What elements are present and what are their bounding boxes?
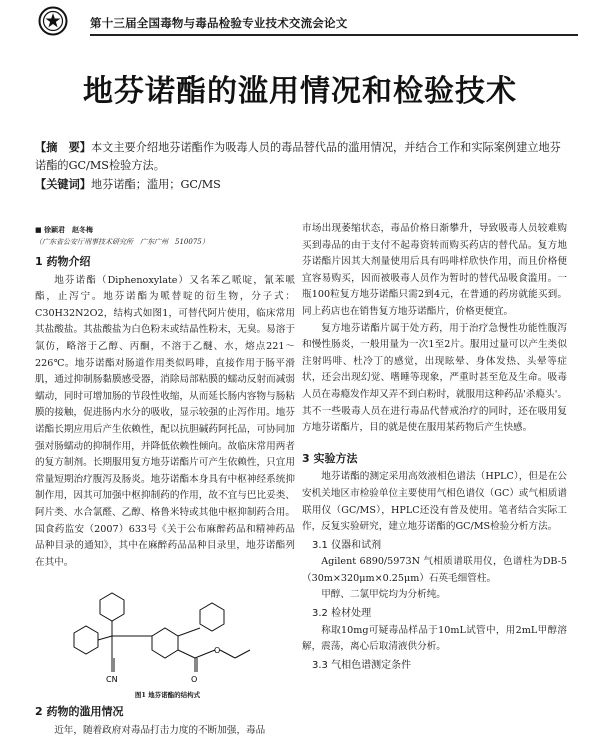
piperidine-ring <box>152 628 178 658</box>
header-title: 第十三届全国毒物与毒品检验专业技术交流会论文 <box>90 16 348 30</box>
left-column <box>35 240 295 571</box>
abstract-text: 本文主要介绍地芬诺酯作为吸毒人员的毒品替代品的滥用情况，并结合工作和实际案例建立地芬诺酯的GC/MS检验方法。 <box>35 141 561 172</box>
page-header <box>38 6 578 36</box>
section-3-heading: 3 实验方法 <box>302 451 358 465</box>
section-2-heading: 2 药物的滥用情况 <box>35 705 124 718</box>
abstract <box>35 138 565 194</box>
right-paragraph-1: 市场出现萎缩状态，毒品价格日渐攀升，导致吸毒人员较难购买到毒品的由于支付不起毒资转而购买药店的替代品。复方地芬诺酯片因其大剂量使用后具有吗啡样欣快作用，而且价格便宜容易购买，因而被吸毒人员作为暂时的替代品吸食滥用。一瓶100粒复方地芬诺酯只需2到4元，在普通的药房就能买到。同上药店也在销售复方地芬诺酯片，价格更便宜。 <box>302 223 567 317</box>
police-emblem-icon <box>38 6 68 36</box>
section-3-text: 地芬诺酯的测定采用高效液相色谱法（HPLC），但是在公安机关地区市检验单位主要使用气相色谱仪（GC）或气相质谱联用仪（GC/MS），HPLC还没有普及使用。笔者结合实际工作，反复实验研究，建立地芬诺酯的GC/MS检验分析方法。 <box>302 471 567 533</box>
section-3-2-text: 称取10mg可疑毒品样品于10mL试管中，用2mL甲醇溶解，震荡，离心后取清液供分析。 <box>302 624 567 653</box>
figure-caption: 图1 地芬诺酯的结构式 <box>134 691 201 699</box>
abstract-label: 【摘 要】 <box>35 140 91 154</box>
section-3-2-heading: 3.2 检材处理 <box>312 608 372 620</box>
keywords-text: 地芬诺酯；滥用；GC/MS <box>90 178 221 191</box>
section-2-text: 近年，随着政府对毒品打击力度的不断加强，毒品 <box>54 724 266 736</box>
cn-label: CN <box>106 675 118 684</box>
right-column <box>302 221 567 674</box>
ester-o-label: O <box>214 646 221 655</box>
keywords-label: 【关键词】 <box>35 177 91 191</box>
phenyl-ring-3 <box>200 603 224 631</box>
section-1-heading: 1 药物介绍 <box>35 255 91 268</box>
section-1-paragraph: 地芬诺酯（Diphenoxylate）又名苯乙哌啶，氰苯哌酯，止泻宁。地芬诺酯为哌替啶的衍生物，分子式：C30H32N2O2，结构式如图1，可替代阿片使用，临床常用其盐酸盐。其盐酸盐为白色粉末或结晶性粉末，无臭。易溶于氯仿，略溶于乙醇、丙酮，不溶于乙醚、水，熔点221～226℃。地芬诺酯对肠道作用类似吗啡，直接作用于肠平滑肌，通过抑制肠黏膜感受器，消除局部粘膜的蠕动反射而减弱蠕动，同时可增加肠的节段性收缩，从而延长肠内容物与肠粘膜的接触，促进肠内水分的吸收，显示较强的止泻作用。地芬诺酯长期应用后产生依赖性，配以抗胆碱药阿托品，可协同加强对肠蠕动的抑制作用，并降低依赖性倾向。故临床常用两者的复方制剂。长期服用复方地芬诺酯片可产生依赖性，只宜用常量短期治疗腹泻及肠炎。地芬诺酯本身具有中枢神经系统抑制作用，因其可加强中枢抑制药的作用，故不宜与巴比妥类、阿片类、水合氯醛、乙醇、格鲁米特或其他中枢抑制药合用。国食药监安（2007）633号《关于公布麻醉药品和精神药品品种目录的通知》，其中在麻醉药品品种目录里，地芬诺酯列在其中。 <box>35 274 295 568</box>
structure-figure <box>60 588 275 698</box>
right-paragraph-2: 复方地芬诺酯片属于处方药，用于治疗急慢性功能性腹泻和慢性肠炎，一般用量为一次1至2片。服用过量可以产生类似注射吗啡、杜冷丁的感觉，出现眩晕、身体发热、头晕等症状，还会出现幻觉、嗜睡等现象，严重时甚至危及生命。吸毒人员在毒瘾发作却又弄不到白粉时，就服用这种药品'杀瘾头'。其不一些吸毒人员在进行毒品代替戒治疗的同时，还在吸用复方地芬诺酯片，目的就是使在服用某药物后产生快感。 <box>302 322 567 434</box>
paper-title: 地芬诺酯的滥用情况和检验技术 <box>83 74 517 109</box>
section-3-1-text-2: 甲醇、二氯甲烷均为分析纯。 <box>321 589 446 601</box>
section-3-1-heading: 3.1 仪器和试剂 <box>312 539 382 551</box>
diphenoxylate-structure <box>60 588 275 688</box>
header-divider <box>90 34 578 36</box>
section-3-3-heading: 3.3 气相色谱测定条件 <box>312 659 412 671</box>
author-names: ■ 徐颖君 赵冬梅 <box>35 225 94 234</box>
section-3-1-text: Agilent 6890/5973N 气相质谱联用仪，色谱柱为DB-5（30m×320μm×0.25μm）石英毛细管柱。 <box>302 556 567 584</box>
carbonyl-o-label: O <box>191 675 198 684</box>
phenyl-ring-1 <box>100 593 124 621</box>
section-2 <box>35 704 295 739</box>
phenyl-ring-2 <box>74 626 98 654</box>
author-affiliation: （广东省公安厅刑事技术研究所 广东广州 510075） <box>35 238 209 246</box>
